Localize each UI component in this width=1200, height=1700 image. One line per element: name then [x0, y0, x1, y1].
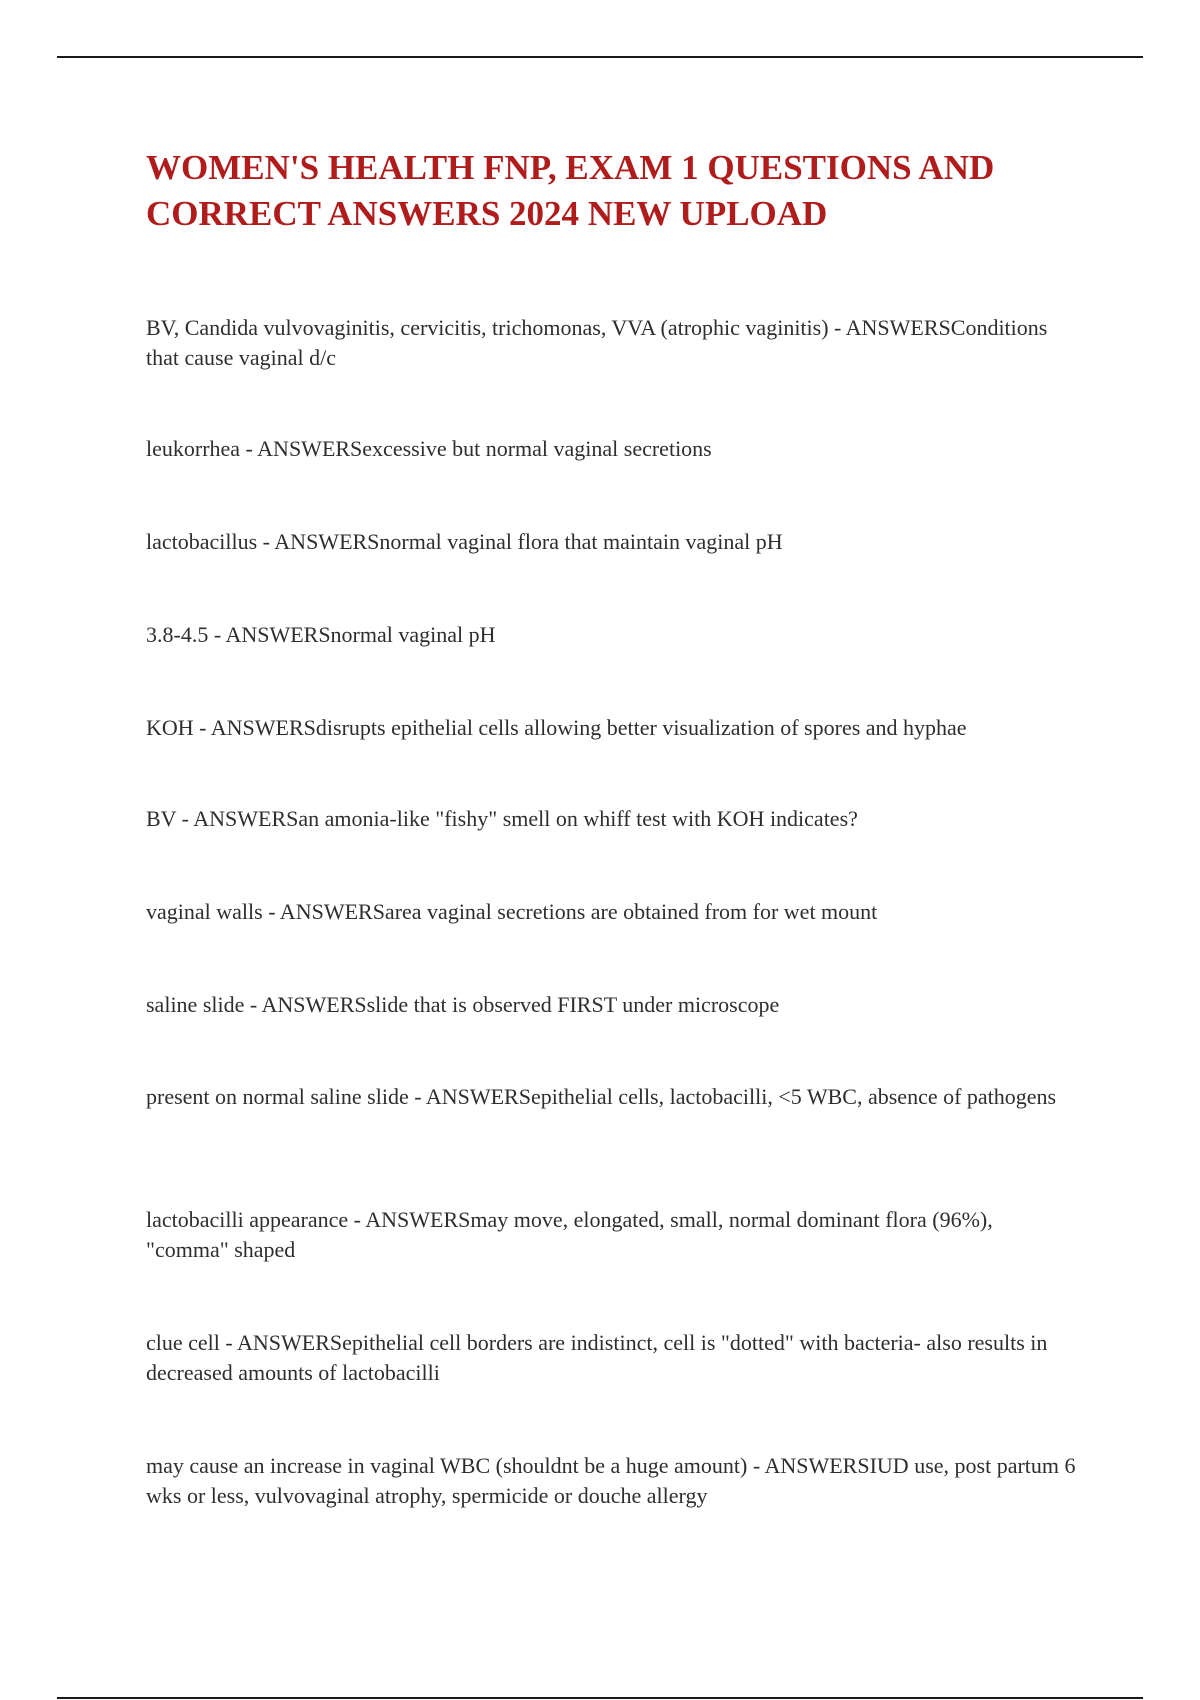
qa-entry: vaginal walls - ANSWERSarea vaginal secretions are obtained from for wet mount: [146, 899, 878, 924]
qa-entry: 3.8-4.5 - ANSWERSnormal vaginal pH: [146, 622, 496, 647]
qa-entry: KOH - ANSWERSdisrupts epithelial cells allowing better visualization of spores and hyphae: [146, 715, 967, 740]
qa-entry: lactobacillus - ANSWERSnormal vaginal flora that maintain vaginal pH: [146, 529, 783, 554]
page-title: WOMEN'S HEALTH FNP, EXAM 1 QUESTIONS AND CORRECT ANSWERS 2024 NEW UPLOAD: [146, 148, 995, 233]
qa-entry: leukorrhea - ANSWERSexcessive but normal vaginal secretions: [146, 436, 712, 461]
top-divider: [57, 56, 1143, 58]
qa-entry: may cause an increase in vaginal WBC (shouldnt be a huge amount) - ANSWERSIUD use, post partum 6 wks or less, vulvovaginal atrophy, spermicide or douche allergy: [146, 1453, 1076, 1508]
qa-entry: clue cell - ANSWERSepithelial cell borders are indistinct, cell is "dotted" with bacteria- also results in decreased amounts of lactobacilli: [146, 1330, 1048, 1385]
qa-entry: lactobacilli appearance - ANSWERSmay move, elongated, small, normal dominant flora (96%), "comma" shaped: [146, 1207, 993, 1262]
bottom-divider: [57, 1697, 1143, 1699]
qa-entry: BV - ANSWERSan amonia-like "fishy" smell on whiff test with KOH indicates?: [146, 806, 858, 831]
qa-entry: present on normal saline slide - ANSWERSepithelial cells, lactobacilli, <5 WBC, absence of pathogens: [146, 1084, 1057, 1109]
qa-entry: saline slide - ANSWERSslide that is observed FIRST under microscope: [146, 992, 780, 1017]
qa-entry: BV, Candida vulvovaginitis, cervicitis, trichomonas, VVA (atrophic vaginitis) - ANSWERSConditions that cause vaginal d/c: [146, 315, 1048, 370]
